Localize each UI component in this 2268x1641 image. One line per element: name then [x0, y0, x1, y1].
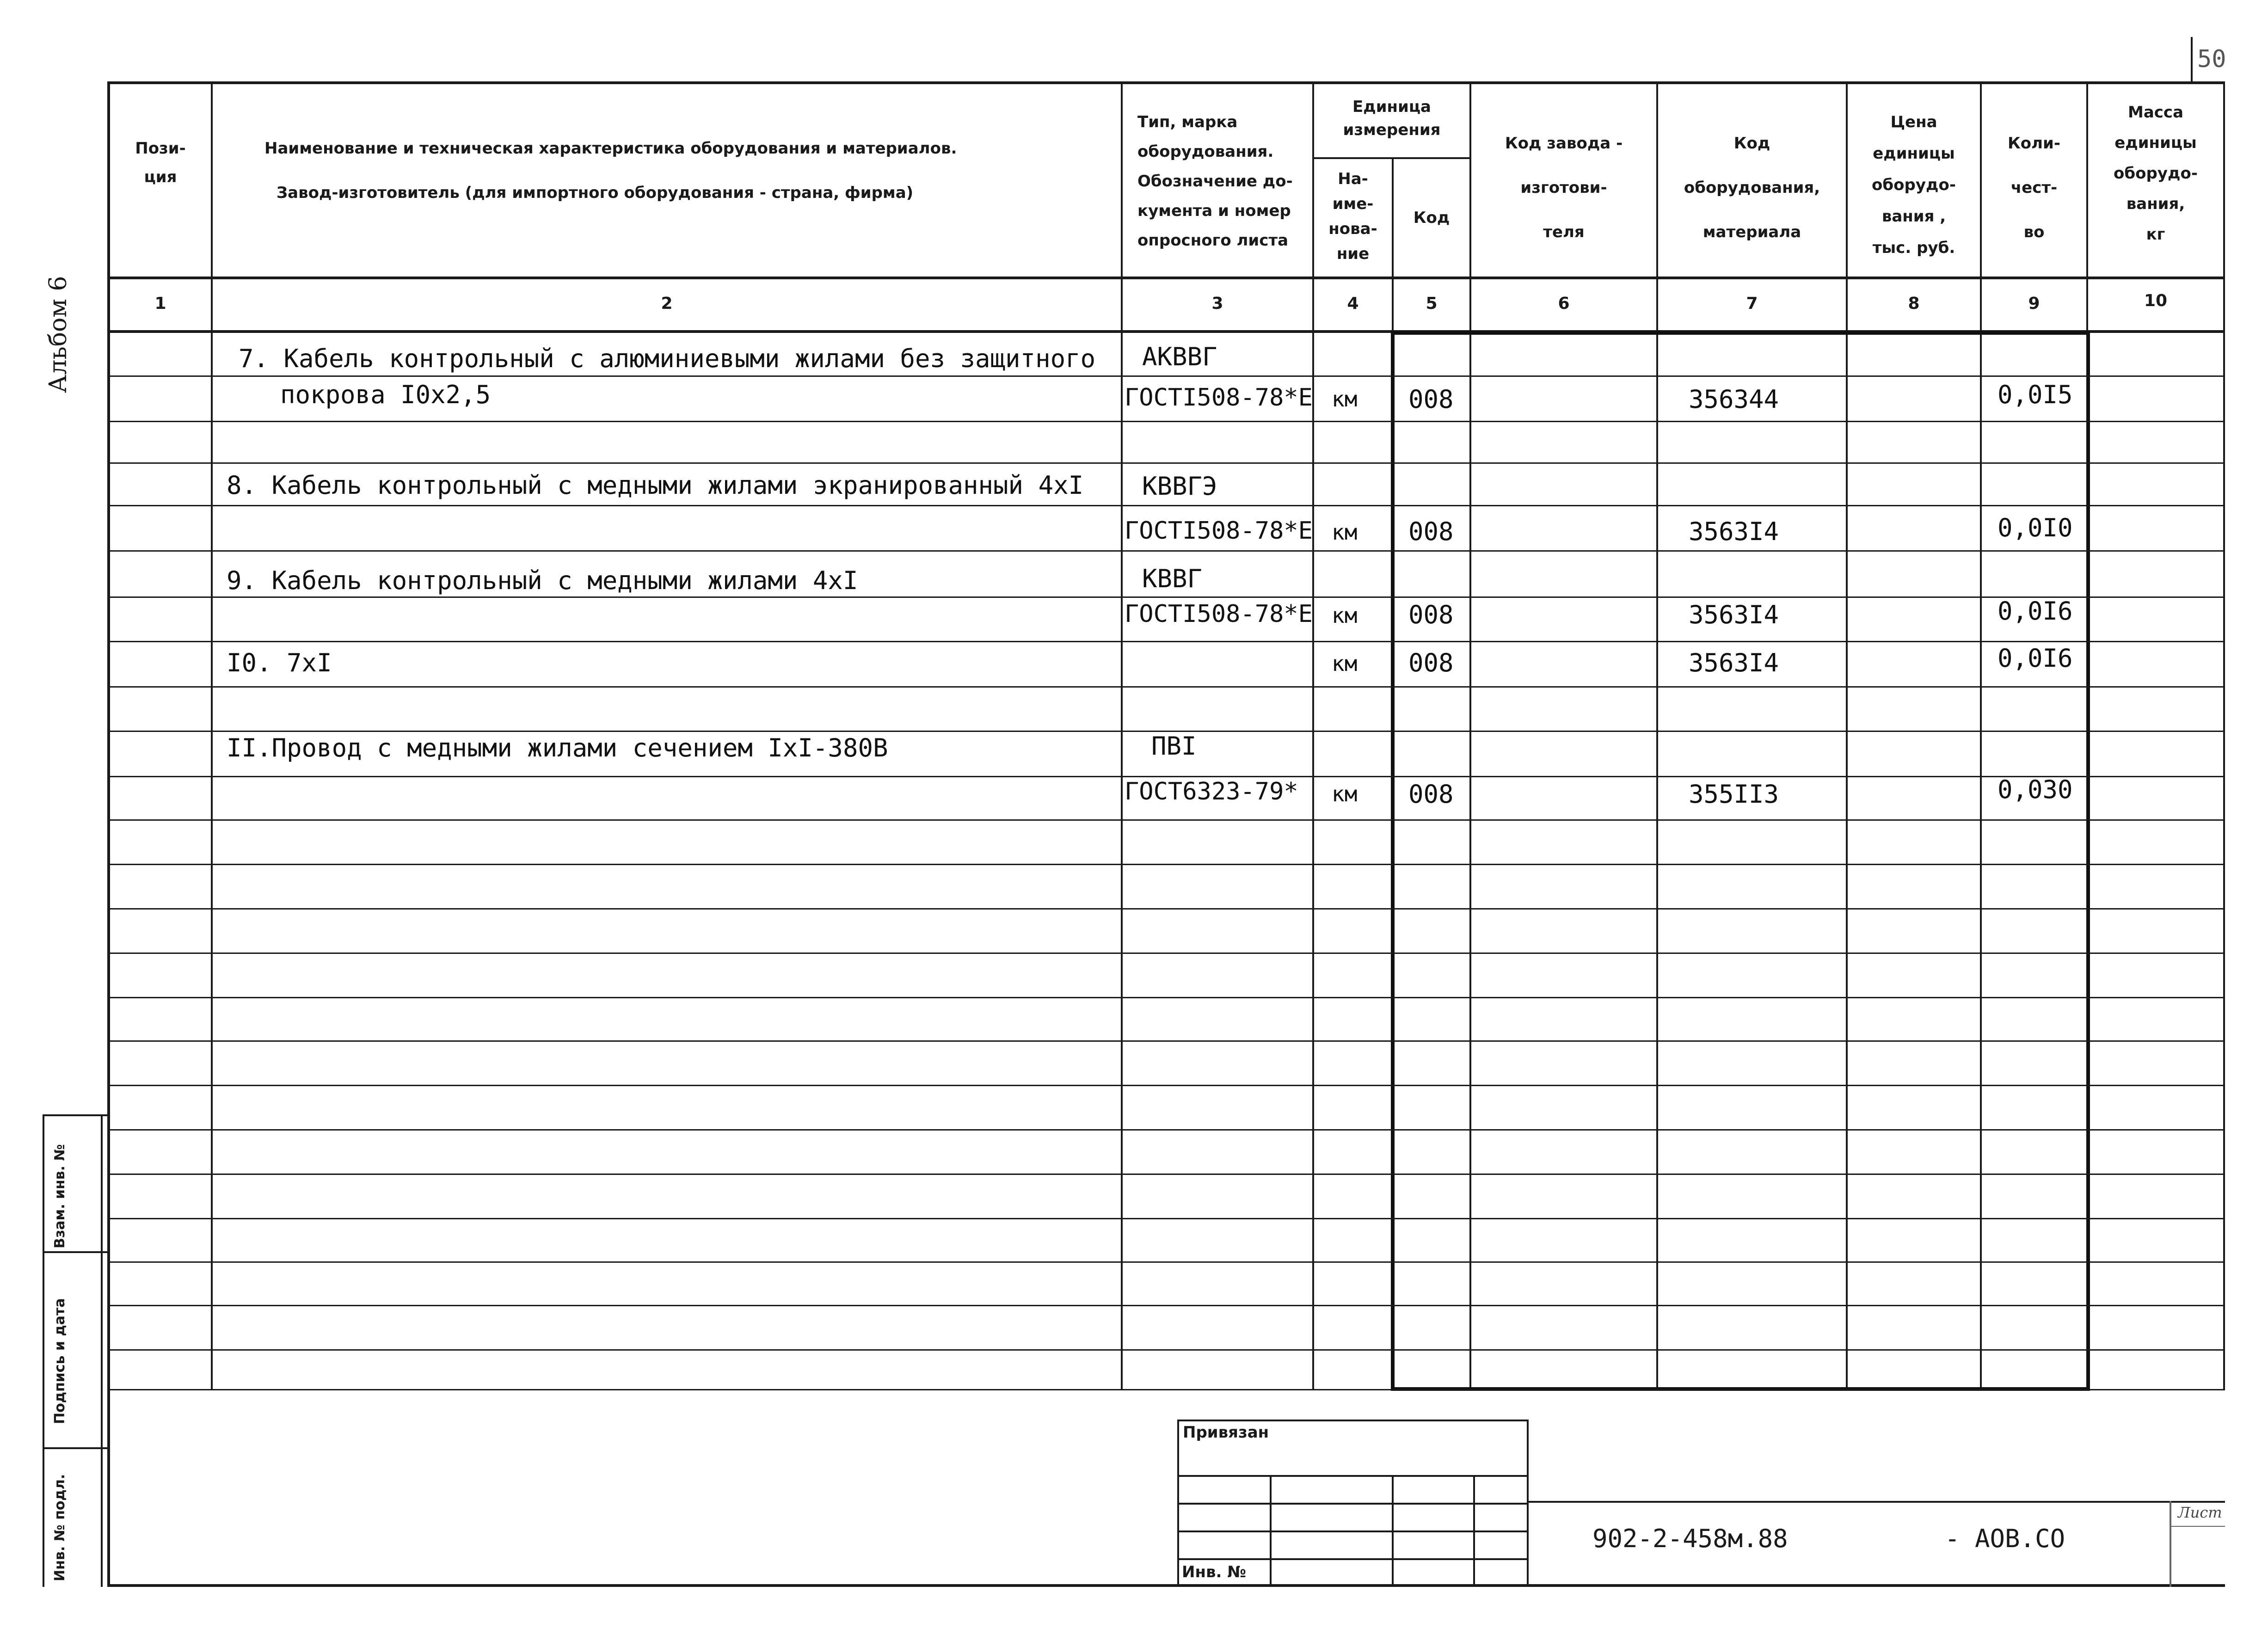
- stamp-strip-left: [43, 1114, 44, 1587]
- item-name: I0. 7xI: [227, 648, 332, 677]
- item-unit: км: [1332, 603, 1358, 628]
- col-line-7: [1846, 81, 1848, 1390]
- stamp-box-line: [1177, 1530, 1529, 1532]
- stamp-box-col: [1270, 1475, 1272, 1586]
- item-mat-code: 3563I4: [1689, 600, 1779, 629]
- row-line: [107, 864, 2225, 865]
- row-line: [107, 1261, 2225, 1263]
- item-qty: 0,0I6: [1998, 644, 2073, 673]
- column-number: 3: [1211, 294, 1223, 313]
- item-code: 008: [1408, 648, 1454, 677]
- row-line: [107, 462, 2225, 464]
- item-unit: км: [1332, 651, 1358, 676]
- row-line: [107, 776, 2225, 777]
- item-type: ГОСТ6323-79*: [1125, 778, 1298, 805]
- item-unit: км: [1332, 781, 1358, 806]
- header-col3: Тип, марка оборудования. Обозначение до- кумента и номер опросного листа: [1137, 113, 1293, 250]
- stamp-box-line: [1177, 1503, 1529, 1505]
- column-number: 8: [1908, 294, 1920, 313]
- row-line: [107, 997, 2225, 998]
- col-line-3: [1312, 81, 1314, 1390]
- column-number: 4: [1347, 294, 1359, 313]
- stamp-privyazan: Привязан: [1183, 1423, 1269, 1442]
- item-mat-code: 3563I4: [1689, 517, 1779, 546]
- row-line: [107, 1305, 2225, 1306]
- row-line: [107, 1040, 2225, 1042]
- stamp-box-col: [1392, 1475, 1394, 1586]
- row-line: [107, 1085, 2225, 1086]
- row-line: [107, 641, 2225, 642]
- row-line: [107, 550, 2225, 552]
- header-col7: Код оборудования, материала: [1684, 134, 1820, 241]
- thick-right: [2086, 332, 2090, 1391]
- header-col5: Код: [1413, 209, 1450, 227]
- item-code: 008: [1408, 517, 1454, 546]
- column-number: 5: [1426, 294, 1438, 313]
- column-number: 2: [661, 294, 673, 313]
- stamp-strip-top: [43, 1114, 109, 1116]
- item-type: ГОСТI508-78*Е: [1125, 384, 1313, 412]
- item-qty: 0,0I6: [1998, 596, 2073, 626]
- column-number: 10: [2144, 291, 2168, 310]
- row-line: [107, 953, 2225, 954]
- frame-top: [107, 81, 2225, 84]
- header-bottom: [107, 277, 2225, 279]
- item-code: 008: [1408, 385, 1454, 414]
- col-line-8: [1980, 81, 1982, 1390]
- stamp-podpis-data: Подпись и дата: [52, 1298, 68, 1424]
- col-line-1: [211, 81, 213, 1390]
- stamp-inv-podl: Инв. № подл.: [52, 1474, 68, 1581]
- item-unit: км: [1332, 520, 1358, 545]
- header-col2: Наименование и техническая характеристика оборудования и материалов. Завод-изготовитель (для импортного оборудования - страна, фирма): [264, 139, 957, 202]
- row-line: [107, 505, 2225, 506]
- item-qty: 0,030: [1998, 775, 2073, 804]
- column-number: 7: [1746, 294, 1758, 313]
- item-unit: км: [1332, 387, 1358, 412]
- frame-bottom: [107, 1584, 2225, 1587]
- item-type: КВВГ: [1142, 564, 1203, 593]
- header-col4: На- име- нова- ние: [1328, 170, 1377, 263]
- album-label: Альбом 6: [44, 276, 72, 393]
- header-col1: Пози- ция: [135, 139, 186, 186]
- item-name: покрова I0x2,5: [280, 380, 491, 409]
- stamp-strip-sep: [43, 1251, 109, 1253]
- title-block-top: [1527, 1501, 2225, 1503]
- page-number: 50: [2197, 45, 2226, 73]
- stamp-box-line: [1177, 1475, 1529, 1477]
- item-mat-code: 3563I4: [1689, 648, 1779, 677]
- item-code: 008: [1408, 600, 1454, 629]
- title-block-sheet-divider: [2170, 1501, 2171, 1587]
- page-number-divider: [2191, 37, 2193, 83]
- header-col10: Масса единицы оборудо- вания, кг: [2114, 103, 2198, 244]
- stamp-strip-right: [101, 1114, 103, 1587]
- row-line: [107, 686, 2225, 688]
- row-line: [107, 1389, 2225, 1390]
- item-type: ГОСТI508-78*Е: [1125, 517, 1313, 545]
- stamp-inv-no: Инв. №: [1182, 1563, 1247, 1581]
- item-code: 008: [1408, 780, 1454, 809]
- col-line-6: [1656, 81, 1658, 1390]
- row-line: [107, 421, 2225, 422]
- row-line: [107, 908, 2225, 910]
- item-name: 7. Кабель контрольный с алюминиевыми жилами без защитного: [239, 344, 1096, 373]
- item-name: II.Провод с медными жилами сечением IxI-380В: [227, 733, 888, 762]
- item-type: АКВВГ: [1142, 342, 1217, 371]
- sheet-label-underline: [2170, 1526, 2225, 1527]
- item-qty: 0,0I0: [1998, 513, 2073, 542]
- sheet-code: - АОВ.СО: [1945, 1524, 2065, 1553]
- row-line: [107, 375, 2225, 377]
- column-number: 9: [2028, 294, 2040, 313]
- row-line: [107, 1174, 2225, 1175]
- row-line: [107, 1218, 2225, 1219]
- item-mat-code: 355II3: [1689, 780, 1779, 809]
- item-mat-code: 356344: [1689, 385, 1779, 414]
- stamp-box-line: [1177, 1558, 1529, 1560]
- stamp-strip-sep: [43, 1447, 109, 1449]
- row-line: [107, 819, 2225, 821]
- column-number: 6: [1558, 294, 1570, 313]
- thick-top: [1391, 331, 2090, 335]
- header-unit-group: Единица измерения: [1343, 98, 1441, 139]
- column-number: 1: [154, 294, 166, 313]
- stamp-box-col: [1473, 1475, 1475, 1586]
- stamp-box-top: [1177, 1420, 1529, 1421]
- doc-code: 902-2-458м.88: [1592, 1524, 1788, 1553]
- item-name: 9. Кабель контрольный с медными жилами 4xI: [227, 566, 858, 595]
- header-col9: Коли- чест- во: [2008, 134, 2060, 241]
- sheet-label: Лист: [2178, 1504, 2222, 1521]
- item-qty: 0,0I5: [1998, 380, 2073, 409]
- row-line: [107, 1129, 2225, 1131]
- row-line: [107, 596, 2225, 598]
- thick-left: [1391, 332, 1395, 1391]
- item-type: ПВI: [1151, 731, 1197, 761]
- item-name: 8. Кабель контрольный с медными жилами экранированный 4xI: [227, 471, 1084, 500]
- item-type: ГОСТI508-78*Е: [1125, 600, 1313, 628]
- item-type: КВВГЭ: [1142, 472, 1217, 501]
- col-line-2: [1121, 81, 1123, 1390]
- header-col8: Цена единицы оборудо- вания , тыс. руб.: [1872, 113, 1956, 257]
- row-line: [107, 1349, 2225, 1351]
- col-line-10: [2223, 81, 2225, 1390]
- unit-group-divider: [1312, 157, 1469, 159]
- col-line-5: [1469, 81, 1471, 1390]
- stamp-vzam-inv: Взам. инв. №: [52, 1144, 68, 1248]
- header-col6: Код завода - изготови- теля: [1505, 134, 1623, 241]
